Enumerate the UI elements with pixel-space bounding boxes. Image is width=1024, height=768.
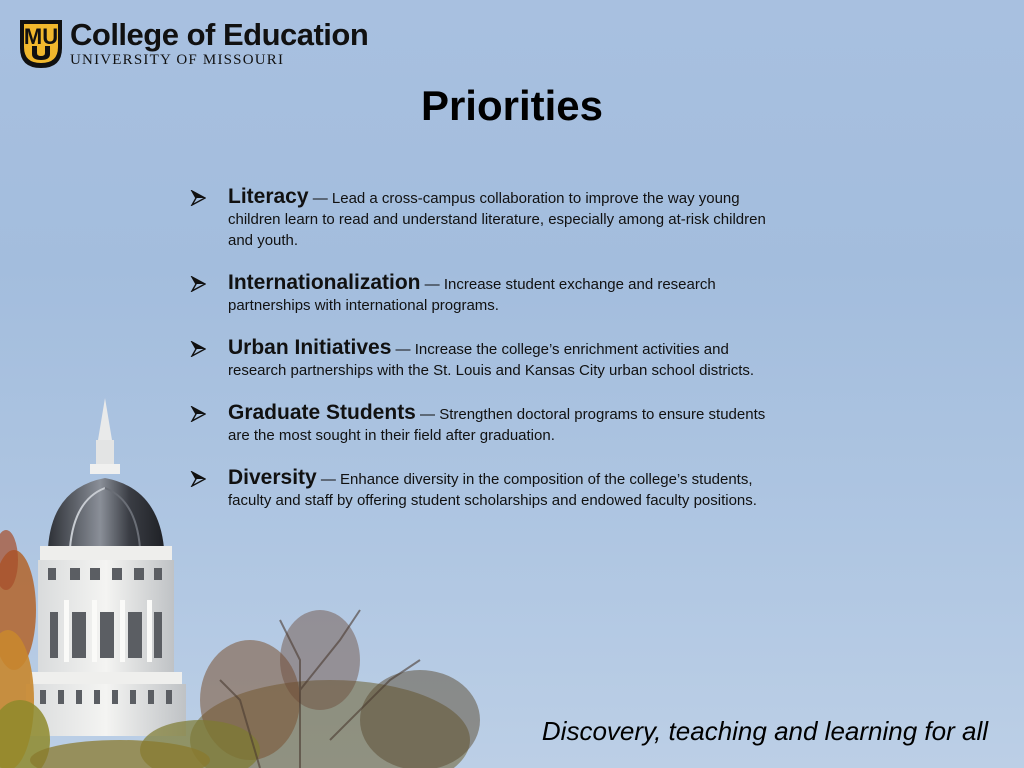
priority-description: — Lead a cross-campus collaboration to improve the way young children learn to read and understand literature, especially among at-risk children and youth.	[228, 190, 766, 249]
arrow-bullet-icon	[190, 341, 206, 357]
arrow-bullet-icon	[190, 190, 206, 206]
logo-text	[70, 16, 369, 69]
list-item	[190, 402, 790, 446]
priority-name: Literacy	[228, 185, 309, 208]
mu-shield-icon	[18, 18, 64, 70]
list-item	[190, 186, 790, 251]
arrow-bullet-icon	[190, 406, 206, 422]
list-item	[190, 337, 790, 381]
college-name: College of Education	[70, 16, 369, 52]
priority-name: Urban Initiatives	[228, 336, 392, 359]
tagline: Discovery, teaching and learning for all	[541, 716, 988, 746]
arrow-bullet-icon	[190, 471, 206, 487]
priority-name: Diversity	[228, 466, 317, 489]
priority-description: — Increase student exchange and research partnerships with international programs.	[228, 276, 716, 314]
arrow-bullet-icon	[190, 276, 206, 292]
priority-description: — Enhance diversity in the composition of the college’s students, faculty and staff by offering student scholarships and endowed faculty positions.	[228, 471, 757, 509]
university-name: UNIVERSITY OF MISSOURI	[70, 51, 285, 68]
priority-description: — Strengthen doctoral programs to ensure students are the most sought in their field after graduation.	[228, 406, 766, 444]
page-title: Priorities	[420, 82, 604, 129]
priority-name: Internationalization	[228, 271, 421, 294]
priorities-list	[190, 186, 790, 532]
list-item	[190, 467, 790, 511]
priority-description: — Increase the college’s enrichment activities and research partnerships with the St. Louis and Kansas City urban school districts.	[228, 341, 755, 379]
list-item	[190, 272, 790, 316]
college-logo[interactable]	[18, 18, 368, 70]
mu-initials: MU	[23, 24, 59, 49]
priority-name: Graduate Students	[228, 401, 416, 424]
